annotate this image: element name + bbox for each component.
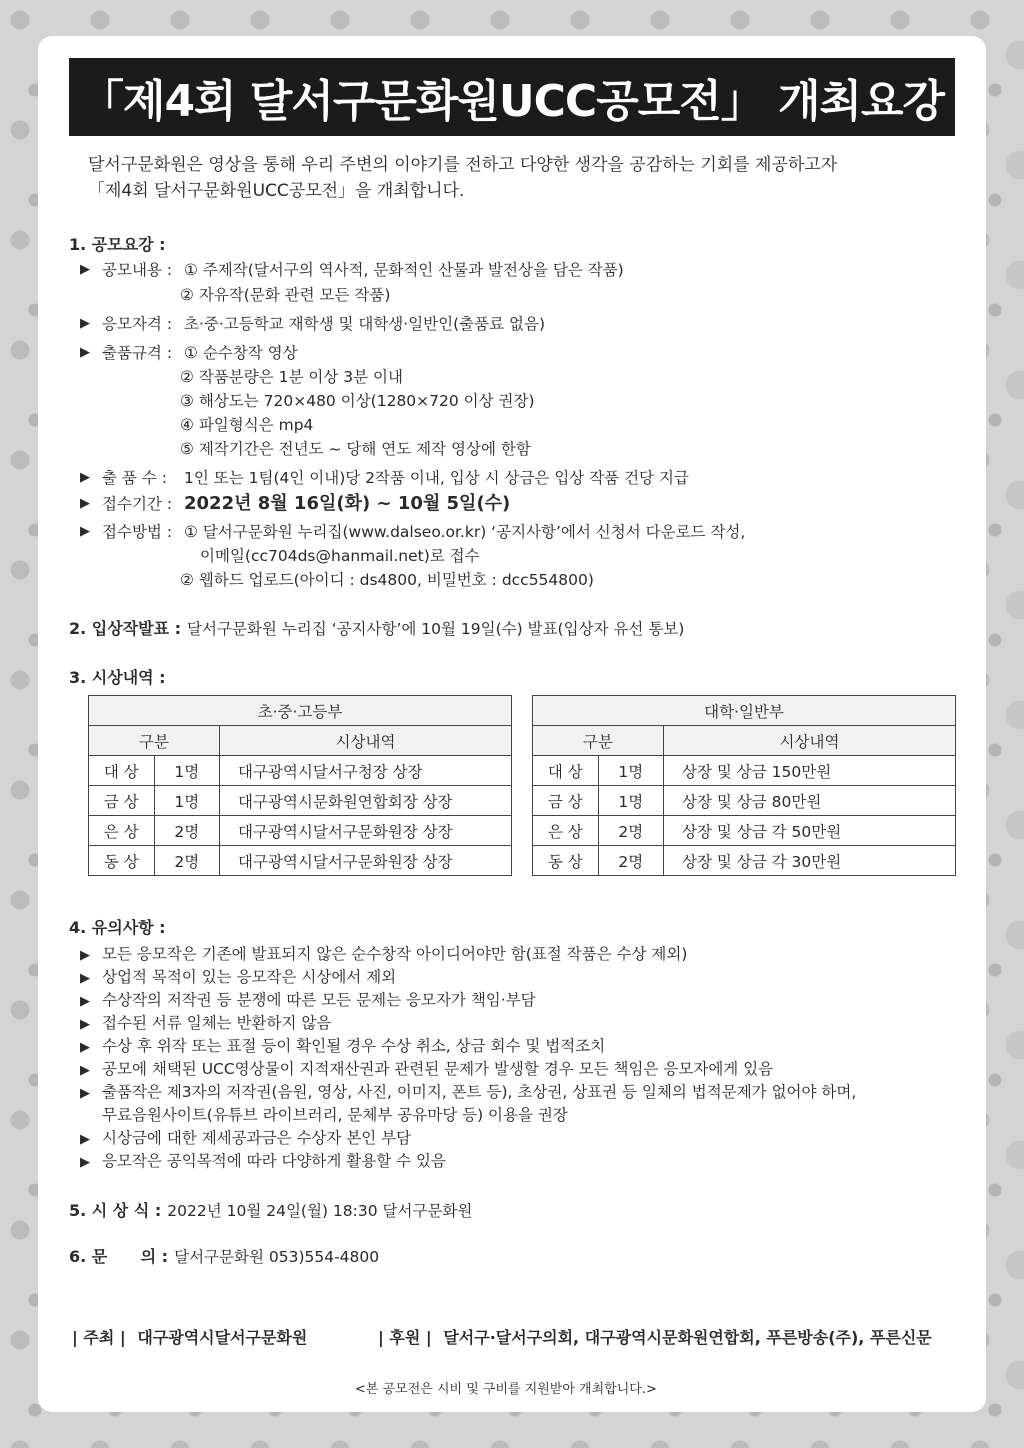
spec-item-4: ④ 파일형식은 mp4 bbox=[180, 416, 314, 434]
notice-item: ▶ 시상금에 대한 제세공과금은 수상자 본인 부담 bbox=[80, 1127, 411, 1151]
table-row bbox=[533, 756, 956, 786]
method-item-2: 이메일(cc704ds@hanmail.net)로 접수 bbox=[200, 547, 480, 565]
award-grade: 금 상 bbox=[89, 786, 155, 816]
table-row bbox=[89, 786, 512, 816]
award-detail: 대구광역시달서구문화원장 상장 bbox=[220, 816, 512, 846]
bullet-arrow-icon: ▶ bbox=[80, 1063, 90, 1078]
notice-item: ▶ 수상작의 저작권 등 분쟁에 따른 모든 문제는 응모자가 책임·부담 bbox=[80, 989, 536, 1013]
method-item-3: ② 웹하드 업로드(아이디 : ds4800, 비밀번호 : dcc554800) bbox=[180, 571, 594, 589]
notice-item: ▶ 공모에 채택된 UCC영상물이 지적재산권과 관련된 문제가 발생할 경우 모든 책임은 응모자에게 있음 bbox=[80, 1058, 773, 1082]
notice-item: ▶ 응모작은 공익목적에 따라 다양하게 활용할 수 있음 bbox=[80, 1150, 446, 1174]
section-3-heading: 3. 시상내역 : bbox=[69, 668, 166, 687]
bullet-arrow-icon: ▶ bbox=[80, 524, 90, 539]
section-5-heading: 5. 시 상 식 : bbox=[69, 1201, 162, 1220]
bullet-arrow-icon: ▶ bbox=[80, 1040, 90, 1055]
table-row bbox=[89, 756, 512, 786]
bullet-arrow-icon: ▶ bbox=[80, 316, 90, 331]
host-label: | 주최 | bbox=[72, 1328, 126, 1347]
award-detail: 상장 및 상금 150만원 bbox=[664, 756, 956, 786]
sponsor-line bbox=[378, 1325, 932, 1348]
poster-title: 「제4회 달서구문화원UCC공모전」 개최요강 bbox=[69, 58, 955, 136]
award-count: 2명 bbox=[598, 846, 664, 876]
count-value: 1인 또는 1팀(4인 이내)당 2작품 이내, 입상 시 상금은 입상 작품 건당 지급 bbox=[184, 469, 689, 487]
table-row bbox=[533, 846, 956, 876]
bullet-arrow-icon: ▶ bbox=[80, 971, 90, 986]
host-line bbox=[72, 1325, 307, 1348]
award-detail: 상장 및 상금 각 30만원 bbox=[664, 846, 956, 876]
prize-table-adult bbox=[532, 695, 956, 876]
award-count: 1명 bbox=[598, 756, 664, 786]
bullet-arrow-icon: ▶ bbox=[80, 948, 90, 963]
award-count: 1명 bbox=[598, 786, 664, 816]
bullet-arrow-icon: ▶ bbox=[80, 470, 90, 485]
award-grade: 은 상 bbox=[533, 816, 599, 846]
spec-label: 출품규격 : bbox=[102, 344, 173, 362]
column-header: 시상내역 bbox=[220, 726, 512, 756]
award-detail: 상장 및 상금 80만원 bbox=[664, 786, 956, 816]
award-count: 2명 bbox=[598, 816, 664, 846]
intro-line-2: 「제4회 달서구문화원UCC공모전」을 개최합니다. bbox=[88, 181, 465, 201]
bullet-arrow-icon: ▶ bbox=[80, 345, 90, 360]
period-value: 2022년 8월 16일(화) ~ 10월 5일(수) bbox=[184, 493, 511, 514]
method-item-1: ① 달서구문화원 누리집(www.dalseo.or.kr) ‘공지사항’에서 신청서 다운로드 작성, bbox=[184, 523, 746, 541]
spec-item-2: ② 작품분량은 1분 이상 3분 이내 bbox=[180, 368, 403, 386]
column-header: 시상내역 bbox=[664, 726, 956, 756]
support-note: <본 공모전은 시비 및 구비를 지원받아 개최합니다.> bbox=[355, 1382, 657, 1397]
count-row bbox=[80, 466, 689, 490]
method-row bbox=[80, 520, 745, 544]
column-header: 구분 bbox=[89, 726, 220, 756]
content-row bbox=[80, 258, 624, 282]
section-4-heading: 4. 유의사항 : bbox=[69, 918, 166, 937]
method-label: 접수방법 : bbox=[102, 523, 173, 541]
award-count: 1명 bbox=[154, 756, 220, 786]
table-row bbox=[533, 816, 956, 846]
eligibility-label: 응모자격 : bbox=[102, 315, 173, 333]
notice-item: ▶ 모든 응모작은 기존에 발표되지 않은 순수창작 아이디어야만 함(표절 작품은 수상 제외) bbox=[80, 943, 687, 967]
section-2-heading: 2. 입상작발표 : bbox=[69, 619, 182, 638]
award-detail: 상장 및 상금 각 50만원 bbox=[664, 816, 956, 846]
bullet-arrow-icon: ▶ bbox=[80, 262, 90, 277]
section-1-heading: 1. 공모요강 : bbox=[69, 235, 166, 254]
notice-item: ▶ 접수된 서류 일체는 반환하지 않음 bbox=[80, 1012, 331, 1036]
bullet-arrow-icon: ▶ bbox=[80, 496, 90, 511]
notice-item: ▶ 출품작은 제3자의 저작권(음원, 영상, 사진, 이미지, 폰트 등), 초상권, 상표권 등 일체의 법적문제가 없어야 하며, bbox=[80, 1081, 856, 1105]
spec-item-5: ⑤ 제작기간은 전년도 ~ 당해 연도 제작 영상에 한함 bbox=[180, 440, 531, 458]
column-header: 구분 bbox=[533, 726, 664, 756]
notice-item-continuation: 무료음원사이트(유튜브 라이브러리, 문체부 공유마당 등) 이용을 권장 bbox=[102, 1106, 568, 1124]
award-detail: 대구광역시문화원연합회장 상장 bbox=[220, 786, 512, 816]
award-count: 2명 bbox=[154, 846, 220, 876]
spec-row bbox=[80, 341, 298, 365]
award-grade: 대 상 bbox=[89, 756, 155, 786]
intro-line-1: 달서구문화원은 영상을 통해 우리 주변의 이야기를 전하고 다양한 생각을 공감하는 기회를 제공하고자 bbox=[88, 155, 838, 175]
notice-item: ▶ 수상 후 위작 또는 표절 등이 확인될 경우 수상 취소, 상금 회수 및 법적조치 bbox=[80, 1035, 605, 1059]
bullet-arrow-icon: ▶ bbox=[80, 1132, 90, 1147]
award-count: 1명 bbox=[154, 786, 220, 816]
section-5-value: 2022년 10월 24일(월) 18:30 달서구문화원 bbox=[167, 1202, 473, 1220]
period-label: 접수기간 : bbox=[102, 495, 173, 513]
award-grade: 동 상 bbox=[533, 846, 599, 876]
content-item-1: ① 주제작(달서구의 역사적, 문화적인 산물과 발전상을 담은 작품) bbox=[184, 261, 624, 279]
award-detail: 대구광역시달서구청장 상장 bbox=[220, 756, 512, 786]
award-grade: 금 상 bbox=[533, 786, 599, 816]
content-label: 공모내용 : bbox=[102, 261, 173, 279]
spec-item-3: ③ 해상도는 720×480 이상(1280×720 이상 권장) bbox=[180, 392, 535, 410]
spec-item-1: ① 순수창작 영상 bbox=[184, 344, 298, 362]
award-grade: 동 상 bbox=[89, 846, 155, 876]
prize-table-youth bbox=[88, 695, 512, 876]
period-row bbox=[80, 492, 510, 516]
section-6-value: 달서구문화원 053)554-4800 bbox=[174, 1248, 380, 1266]
award-grade: 은 상 bbox=[89, 816, 155, 846]
award-detail: 대구광역시달서구문화원장 상장 bbox=[220, 846, 512, 876]
table-row bbox=[89, 816, 512, 846]
notice-item: ▶ 상업적 목적이 있는 응모작은 시상에서 제외 bbox=[80, 966, 396, 990]
award-grade: 대 상 bbox=[533, 756, 599, 786]
bullet-arrow-icon: ▶ bbox=[80, 1086, 90, 1101]
section-6 bbox=[69, 1245, 379, 1269]
award-count: 2명 bbox=[154, 816, 220, 846]
eligibility-row bbox=[80, 312, 545, 336]
count-label: 출 품 수 : bbox=[102, 469, 167, 487]
sponsor-names: 달서구·달서구의회, 대구광역시문화원연합회, 푸른방송(주), 푸른신문 bbox=[443, 1328, 932, 1347]
table-row bbox=[533, 786, 956, 816]
bullet-arrow-icon: ▶ bbox=[80, 994, 90, 1009]
table-title: 초·중·고등부 bbox=[89, 696, 512, 726]
table-title: 대학·일반부 bbox=[533, 696, 956, 726]
section-5 bbox=[69, 1199, 472, 1223]
section-2-value: 달서구문화원 누리집 ‘공지사항’에 10월 19일(수) 발표(입상자 유선 통보) bbox=[187, 620, 685, 638]
eligibility-value: 초·중·고등학교 재학생 및 대학생·일반인(출품료 없음) bbox=[184, 315, 546, 333]
table-row bbox=[89, 846, 512, 876]
section-6-heading: 6. 문 의 : bbox=[69, 1247, 169, 1266]
section-2 bbox=[69, 617, 684, 641]
content-item-2: ② 자유작(문화 관련 모든 작품) bbox=[180, 286, 391, 304]
sponsor-label: | 후원 | bbox=[378, 1328, 432, 1347]
bullet-arrow-icon: ▶ bbox=[80, 1017, 90, 1032]
host-name: 대구광역시달서구문화원 bbox=[137, 1328, 308, 1347]
bullet-arrow-icon: ▶ bbox=[80, 1155, 90, 1170]
